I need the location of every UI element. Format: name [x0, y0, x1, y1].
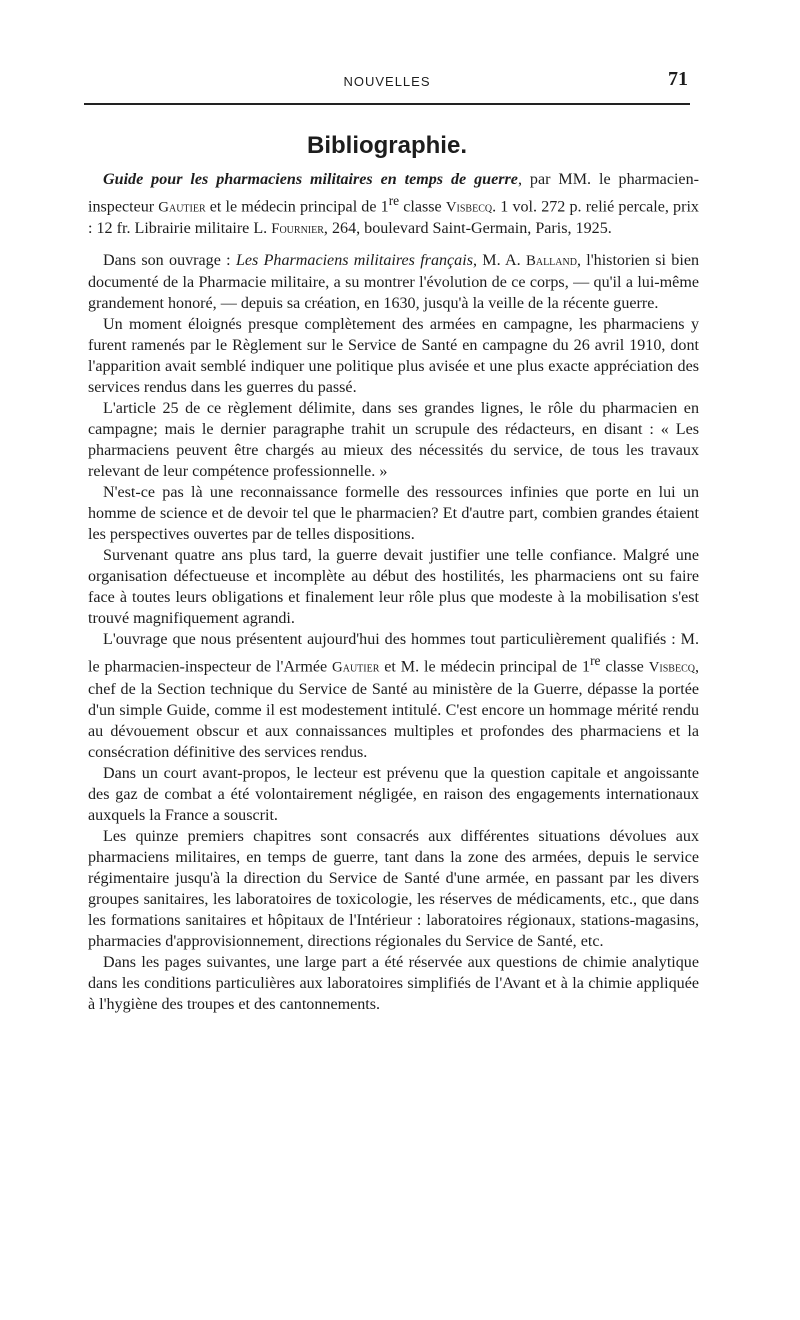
paragraph: Dans les pages suivantes, une large part a été réservée aux questions de chimie analytique dans les conditions particulières aux laboratoires simplifiés de l'Avant et à la chimie appliquée à l'hygiène des troupes et des cantonnements.: [88, 953, 699, 1013]
person-name: Balland: [525, 253, 577, 270]
page-title: Bibliographie.: [306, 132, 467, 159]
author-name: Gautier: [158, 199, 206, 216]
author-name: Visbecq: [445, 199, 493, 216]
book-title: Guide pour les pharmaciens militaires en temps de guerre: [103, 171, 518, 188]
article-body: [88, 169, 699, 1015]
paragraph: Les quinze premiers chapitres sont consacrés aux différentes situations dévolues aux pharmaciens militaires, en temps de guerre, tant dans la zone des armées, depuis le service régimentaire jusqu'à la direction du Service de Santé d'une armée, en passant par les divers groupes sanitaires, les laboratoires de toxicologie, les réserves de médicaments, etc., que dans les formations sanitaires et hôpitaux de l'Intérieur : laboratoires régionaux, stations-magasins, pharmacies d'approvisionnement, directions régionales du Service de Santé, etc.: [88, 827, 699, 950]
paragraph: Survenant quatre ans plus tard, la guerre devait justifier une telle confiance. Malgré une organisation défectueuse et incomplète au début des hostilités, les pharmaciens ont su faire face à toutes leurs obligations et finalement leur rôle plus que modeste à la mobilisation s'est trouvé magnifiquement agrandi.: [88, 547, 699, 628]
paragraph: L'ouvrage que nous présentent aujourd'hui des hommes tout particulièrement qualifiés : M. le pharmacien-inspecteur de l'Armée Gautier et M. le médecin principal de 1re classe Visbecq, chef de la Section technique du Service de Santé au ministère de la Guerre, dépasse la portée d'un simple Guide, comme il est modestement intitulé. C'est encore un hommage mérité rendu au dévouement obscur et aux connaissances multiples et profondes des pharmaciens et la consécration définitive des services rendus.: [88, 631, 699, 761]
cited-title: Les Pharmaciens militaires français: [235, 252, 473, 270]
publisher-name: Fournier: [271, 221, 324, 238]
page-number: 71: [668, 68, 688, 90]
running-header: [84, 66, 690, 100]
paragraph: Dans son ouvrage : Les Pharmaciens militaires français, M. A. Balland, l'historien si bien documenté de la Pharmacie militaire, a su montrer l'évolution de ce corps, — qu'il a lui-même grandement honoré, — depuis sa création, en 1630, jusqu'à la veille de la récente guerre.: [88, 252, 700, 313]
paragraph: Dans un court avant-propos, le lecteur est prévenu que la question capitale et angoissante des gaz de combat a été volontairement négligée, en raison des engagements internationaux auxquels la France a souscrit.: [88, 764, 699, 824]
person-name: Visbecq: [648, 659, 695, 676]
citation-paragraph: Guide pour les pharmaciens militaires en temps de guerre, par MM. le pharmacien-inspecteur Gautier et le médecin principal de 1re classe Visbecq. 1 vol. 272 p. relié percale, prix : 12 fr. Librairie militaire L. Fournier, 264, boulevard Saint-Germain, Paris, 1925.: [88, 171, 699, 238]
paragraph: L'article 25 de ce règlement délimite, dans ses grandes lignes, le rôle du pharmacien en campagne; mais le dernier paragraphe trahit un scrupule des rédacteurs, en disant : « Les pharmaciens peuvent être chargés au mieux des nécessités du service, de tous les travaux relevant de leur compétence professionnelle. »: [88, 400, 699, 481]
person-name: Gautier: [332, 659, 380, 676]
section-title: NOUVELLES: [343, 74, 431, 89]
header-rule: [84, 103, 690, 105]
paragraph: Un moment éloignés presque complètement des armées en campagne, les pharmaciens y furent ramenés par le Règlement sur le Service de Santé en campagne du 26 avril 1910, dont l'apparition avait semblé indiquer une politique plus avisée et une plus exacte appréciation des services rendus dans les guerres du passé.: [88, 316, 699, 397]
paragraph: N'est-ce pas là une reconnaissance formelle des ressources infinies que porte en lui un homme de science et de devoir tel que le pharmacien? Et d'autre part, combien grandes étaient les perspectives ouvertes par de telles dispositions.: [88, 484, 699, 544]
